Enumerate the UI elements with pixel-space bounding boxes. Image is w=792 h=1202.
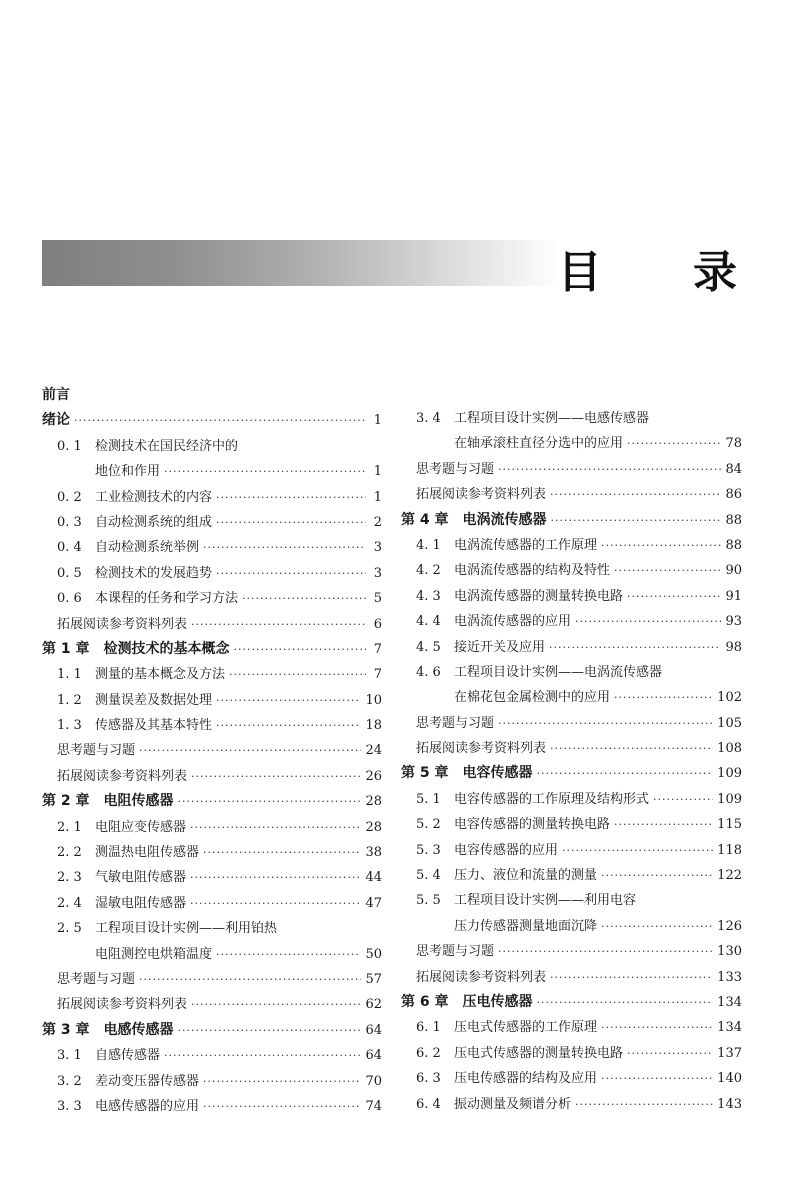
dot-leader <box>216 719 361 732</box>
toc-entry-number: 6. 4 <box>416 1096 441 1112</box>
toc-entry-page: 1 <box>373 489 382 505</box>
toc-entry <box>42 1070 382 1095</box>
dot-leader <box>190 821 361 834</box>
toc-entry-number: 0. 4 <box>57 540 82 556</box>
toc-entry-title: 检测技术在国民经济中的 <box>95 438 239 454</box>
toc-entry-page: 6 <box>373 616 382 632</box>
toc-entry <box>401 966 742 991</box>
dot-leader <box>191 998 361 1011</box>
toc-entry-number: 0. 2 <box>57 489 82 505</box>
toc-entry <box>401 585 742 610</box>
toc-entry <box>42 739 382 764</box>
toc-entry-title: 压力传感器测量地面沉降 <box>454 918 598 934</box>
toc-entry <box>401 432 742 457</box>
toc-entry-number: 6. 1 <box>416 1020 441 1036</box>
toc-entry-page: 7 <box>373 667 382 683</box>
toc-entry-page: 88 <box>725 512 742 528</box>
toc-entry-title: 电感传感器 <box>103 1021 174 1038</box>
dot-leader <box>498 717 713 730</box>
toc-entry-title: 接近开关及应用 <box>454 639 546 655</box>
dot-leader <box>139 973 361 986</box>
toc-entry <box>42 866 382 891</box>
toc-entry-number: 0. 6 <box>57 591 82 607</box>
dot-leader <box>601 869 713 882</box>
dot-leader <box>537 996 714 1009</box>
toc-entry-title: 思考题与习题 <box>416 461 495 477</box>
toc-entry <box>42 1044 382 1069</box>
toc-entry-title: 压电式传感器的工作原理 <box>454 1020 598 1036</box>
toc-entry <box>42 384 382 409</box>
dot-leader <box>614 818 713 831</box>
toc-entry-page: 5 <box>373 591 382 607</box>
toc-entry-page: 115 <box>717 817 742 833</box>
toc-entry-page: 74 <box>365 1098 382 1114</box>
toc-entry-page: 133 <box>717 969 742 985</box>
toc-entry <box>401 1093 742 1118</box>
toc-entry-title: 压电传感器的结构及应用 <box>454 1071 598 1087</box>
toc-entry <box>401 483 742 508</box>
toc-entry <box>401 686 742 711</box>
dot-leader <box>498 945 713 958</box>
toc-entry <box>42 435 382 460</box>
toc-entry-number: 0. 5 <box>57 565 82 581</box>
dot-leader <box>178 1024 362 1037</box>
toc-entry-title: 压电式传感器的测量转换电路 <box>454 1045 624 1061</box>
toc-entry-page: 62 <box>365 997 382 1013</box>
toc-entry-number: 5. 3 <box>416 842 441 858</box>
toc-entry-page: 1 <box>373 464 382 480</box>
toc-entry <box>401 1067 742 1092</box>
toc-entry-page: 102 <box>717 690 742 706</box>
toc-entry <box>401 1042 742 1067</box>
toc-entry <box>401 1016 742 1041</box>
toc-entry-title: 电涡流传感器的工作原理 <box>454 537 598 553</box>
toc-entry <box>401 636 742 661</box>
toc-entry-title: 检测技术的发展趋势 <box>95 565 213 581</box>
toc-entry <box>42 993 382 1018</box>
toc-entry-number: 1. 2 <box>57 692 82 708</box>
dot-leader <box>216 567 366 580</box>
dot-leader <box>550 971 713 984</box>
toc-entry-page: 3 <box>373 565 382 581</box>
toc-entry-page: 26 <box>365 768 382 784</box>
toc-entry <box>42 613 382 638</box>
toc-entry-title: 压电传感器 <box>462 993 533 1010</box>
toc-entry-title: 湿敏电阻传感器 <box>95 895 187 911</box>
toc-entry-page: 84 <box>725 461 742 477</box>
toc-entry-title: 电涡流传感器的应用 <box>454 614 572 630</box>
dot-leader <box>551 514 722 527</box>
toc-entry-title: 自动检测系统的组成 <box>95 514 213 530</box>
toc-entry <box>401 940 742 965</box>
toc-entry-page: 93 <box>725 614 742 630</box>
toc-entry <box>401 991 742 1016</box>
toc-entry-number: 5. 1 <box>416 791 441 807</box>
toc-entry-title: 测温热电阻传感器 <box>95 845 200 861</box>
toc-entry-title: 检测技术的基本概念 <box>103 640 230 657</box>
toc-entry-page: 28 <box>365 794 382 810</box>
toc-entry <box>401 889 742 914</box>
toc-entry <box>42 409 382 434</box>
toc-entry-title: 电容传感器的测量转换电路 <box>454 817 611 833</box>
dot-leader <box>627 1047 713 1060</box>
toc-entry-number: 1. 1 <box>57 667 82 683</box>
toc-entry-title: 思考题与习题 <box>416 715 495 731</box>
toc-entry-number: 0. 1 <box>57 438 82 454</box>
toc-entry-page: 28 <box>365 819 382 835</box>
toc-entry <box>42 689 382 714</box>
toc-entry-number: 2. 1 <box>57 819 82 835</box>
dot-leader <box>164 465 366 478</box>
dot-leader <box>601 539 721 552</box>
dot-leader <box>190 871 361 884</box>
toc-entry-title: 传感器及其基本特性 <box>95 718 213 734</box>
toc-entry-page: 18 <box>365 718 382 734</box>
toc-entry-number: 2. 2 <box>57 845 82 861</box>
toc-entry-title: 电阻传感器 <box>103 793 174 810</box>
toc-entry-page: 90 <box>725 563 742 579</box>
dot-leader <box>190 897 361 910</box>
toc-entry-page: 1 <box>373 413 382 429</box>
toc-entry <box>42 714 382 739</box>
toc-entry-page: 122 <box>717 868 742 884</box>
toc-entry-page: 64 <box>365 1022 382 1038</box>
title-banner-gradient <box>42 240 562 286</box>
toc-entry-title: 电阻测控电烘箱温度 <box>95 946 213 962</box>
toc-entry-number: 6. 2 <box>416 1045 441 1061</box>
toc-entry-title: 在轴承滚柱直径分选中的应用 <box>454 436 624 452</box>
dot-leader <box>614 564 721 577</box>
toc-entry <box>401 839 742 864</box>
toc-entry-title: 电感传感器的应用 <box>95 1098 200 1114</box>
toc-entry-page: 78 <box>725 436 742 452</box>
dot-leader <box>601 1021 713 1034</box>
toc-entry <box>42 917 382 942</box>
toc-entry-number: 第 5 章 <box>401 765 449 782</box>
dot-leader <box>191 770 361 783</box>
toc-entry-title: 拓展阅读参考资料列表 <box>416 741 547 757</box>
toc-entry-page: 47 <box>365 895 382 911</box>
toc-entry <box>42 765 382 790</box>
toc-entry-title: 思考题与习题 <box>57 971 136 987</box>
dot-leader <box>575 615 721 628</box>
dot-leader <box>203 1100 361 1113</box>
toc-entry-number: 第 3 章 <box>42 1021 90 1038</box>
toc-entry-page: 10 <box>365 692 382 708</box>
dot-leader <box>234 643 367 656</box>
toc-entry <box>401 534 742 559</box>
toc-entry <box>401 509 742 534</box>
toc-entry-title: 测量的基本概念及方法 <box>95 667 226 683</box>
toc-entry-page: 91 <box>725 588 742 604</box>
toc-entry-number: 4. 3 <box>416 588 441 604</box>
dot-leader <box>178 795 362 808</box>
toc-entry <box>42 816 382 841</box>
toc-entry-title: 振动测量及频谱分析 <box>454 1096 572 1112</box>
toc-entry-page: 24 <box>365 743 382 759</box>
dot-leader <box>164 1049 361 1062</box>
dot-leader <box>203 1075 361 1088</box>
toc-entry-number: 2. 5 <box>57 921 82 937</box>
toc-entry-number: 3. 3 <box>57 1098 82 1114</box>
toc-entry-number: 4. 4 <box>416 614 441 630</box>
dot-leader <box>653 793 713 806</box>
toc-entry <box>42 1095 382 1120</box>
dot-leader <box>537 767 714 780</box>
toc-entry-title: 在棉花包金属检测中的应用 <box>454 690 611 706</box>
toc-entry-title: 工业检测技术的内容 <box>95 489 213 505</box>
toc-entry-title: 工程项目设计实例——利用电容 <box>454 893 637 909</box>
toc-entry-number: 5. 5 <box>416 893 441 909</box>
toc-entry-page: 134 <box>717 994 742 1010</box>
toc-entry-page: 98 <box>725 639 742 655</box>
toc-entry-number: 4. 6 <box>416 664 441 680</box>
dot-leader <box>627 590 721 603</box>
toc-entry-title: 压力、液位和流量的测量 <box>454 868 598 884</box>
dot-leader <box>139 744 361 757</box>
toc-entry-title: 拓展阅读参考资料列表 <box>57 997 188 1013</box>
dot-leader <box>614 691 713 704</box>
toc-entry-page: 86 <box>725 487 742 503</box>
toc-entry <box>401 915 742 940</box>
toc-entry-number: 5. 2 <box>416 817 441 833</box>
toc-entry <box>401 712 742 737</box>
toc-entry-title: 电涡流传感器的测量转换电路 <box>454 588 624 604</box>
toc-entry <box>401 661 742 686</box>
dot-leader <box>601 1072 713 1085</box>
toc-entry-number: 3. 2 <box>57 1073 82 1089</box>
toc-entry <box>42 1019 382 1044</box>
toc-entry <box>42 892 382 917</box>
toc-entry <box>401 610 742 635</box>
toc-entry-page: 140 <box>717 1071 742 1087</box>
toc-entry-page: 108 <box>717 741 742 757</box>
toc-entry-number: 2. 3 <box>57 870 82 886</box>
toc-entry-title: 电涡流传感器的结构及特性 <box>454 563 611 579</box>
toc-entry-title: 绪论 <box>42 412 70 429</box>
toc-entry-number: 2. 4 <box>57 895 82 911</box>
toc-entry-number: 4. 5 <box>416 639 441 655</box>
dot-leader <box>549 641 721 654</box>
dot-leader <box>550 488 721 501</box>
toc-entry <box>42 460 382 485</box>
dot-leader <box>74 414 366 427</box>
dot-leader <box>562 844 713 857</box>
dot-leader <box>216 491 366 504</box>
toc-entry-title: 思考题与习题 <box>57 743 136 759</box>
dot-leader <box>216 694 361 707</box>
page-title: 目 录 <box>557 247 775 298</box>
toc-entry-title: 工程项目设计实例——电感传感器 <box>454 411 650 426</box>
toc-entry-title: 工程项目设计实例——电涡流传感器 <box>454 664 663 680</box>
toc-entry <box>42 562 382 587</box>
toc-entry-page: 130 <box>717 944 742 960</box>
toc-entry-page: 70 <box>365 1073 382 1089</box>
toc-entry-page: 137 <box>717 1045 742 1061</box>
toc-entry-title: 电涡流传感器 <box>462 511 547 528</box>
dot-leader <box>627 437 721 450</box>
toc-entry <box>42 943 382 968</box>
dot-leader <box>601 920 713 933</box>
toc-entry-title: 气敏电阻传感器 <box>95 870 187 886</box>
toc-entry-page: 126 <box>717 918 742 934</box>
dot-leader <box>242 592 366 605</box>
toc-entry-title: 工程项目设计实例——利用铂热 <box>95 921 278 937</box>
toc-entry-number: 3. 1 <box>57 1048 82 1064</box>
toc-entry <box>401 864 742 889</box>
toc-entry-page: 2 <box>373 514 382 530</box>
toc-entry-page: 109 <box>717 766 742 782</box>
toc-entry <box>42 536 382 561</box>
toc-entry-page: 38 <box>365 845 382 861</box>
toc-entry <box>401 559 742 584</box>
dot-leader <box>498 463 721 476</box>
toc-entry <box>42 486 382 511</box>
dot-leader <box>550 742 713 755</box>
dot-leader <box>575 1098 713 1111</box>
toc-entry <box>42 663 382 688</box>
toc-entry-page: 88 <box>725 537 742 553</box>
toc-entry-title: 自感传感器 <box>95 1048 161 1064</box>
toc-entry <box>42 511 382 536</box>
toc-entry-title: 地位和作用 <box>95 464 161 480</box>
toc-entry-title: 拓展阅读参考资料列表 <box>416 487 547 503</box>
toc-entry-page: 50 <box>365 946 382 962</box>
toc-entry-title: 电容传感器 <box>462 765 533 782</box>
toc-entry <box>42 587 382 612</box>
toc-entry <box>42 968 382 993</box>
dot-leader <box>216 948 361 961</box>
toc-entry-page: 118 <box>717 842 742 858</box>
toc-entry <box>401 407 742 432</box>
toc-entry-number: 4. 2 <box>416 563 441 579</box>
toc-entry-number: 3. 4 <box>416 411 441 426</box>
dot-leader <box>191 618 366 631</box>
toc-entry <box>42 790 382 815</box>
toc-entry-page: 7 <box>373 641 382 657</box>
toc-entry-title: 拓展阅读参考资料列表 <box>57 768 188 784</box>
toc-entry-number: 第 2 章 <box>42 793 90 810</box>
toc-entry <box>42 841 382 866</box>
toc-left-column <box>42 384 382 1120</box>
toc-entry-number: 1. 3 <box>57 718 82 734</box>
toc-entry-page: 57 <box>365 971 382 987</box>
toc-entry-title: 电容传感器的应用 <box>454 842 559 858</box>
toc-entry <box>42 638 382 663</box>
toc-entry-page: 134 <box>717 1020 742 1036</box>
toc-entry-title: 测量误差及数据处理 <box>95 692 213 708</box>
dot-leader <box>216 516 366 529</box>
toc-entry <box>401 813 742 838</box>
toc-right-column <box>401 407 742 1118</box>
dot-leader <box>229 668 366 681</box>
toc-entry-title: 电容传感器的工作原理及结构形式 <box>454 791 650 807</box>
toc-entry-title: 本课程的任务和学习方法 <box>95 591 239 607</box>
dot-leader <box>203 541 366 554</box>
toc-entry-title: 拓展阅读参考资料列表 <box>416 969 547 985</box>
toc-entry-page: 3 <box>373 540 382 556</box>
toc-entry <box>401 737 742 762</box>
toc-entry-title: 前言 <box>42 387 70 403</box>
toc-entry-number: 第 4 章 <box>401 511 449 528</box>
toc-entry-number: 6. 3 <box>416 1071 441 1087</box>
toc-entry-page: 105 <box>717 715 742 731</box>
toc-entry-number: 第 6 章 <box>401 993 449 1010</box>
toc-entry-title: 自动检测系统举例 <box>95 540 200 556</box>
toc-entry <box>401 762 742 787</box>
toc-entry-page: 109 <box>717 791 742 807</box>
toc-entry-title: 电阻应变传感器 <box>95 819 187 835</box>
toc-entry-number: 5. 4 <box>416 868 441 884</box>
toc-entry-number: 4. 1 <box>416 537 441 553</box>
toc-entry-number: 0. 3 <box>57 514 82 530</box>
toc-entry-number: 第 1 章 <box>42 640 90 657</box>
toc-entry-title: 思考题与习题 <box>416 944 495 960</box>
dot-leader <box>203 846 361 859</box>
toc-entry-page: 44 <box>365 870 382 886</box>
toc-entry-page: 64 <box>365 1048 382 1064</box>
toc-entry-title: 拓展阅读参考资料列表 <box>57 616 188 632</box>
toc-entry <box>401 788 742 813</box>
toc-entry-title: 差动变压器传感器 <box>95 1073 200 1089</box>
toc-entry <box>401 458 742 483</box>
toc-entry-page: 143 <box>717 1096 742 1112</box>
